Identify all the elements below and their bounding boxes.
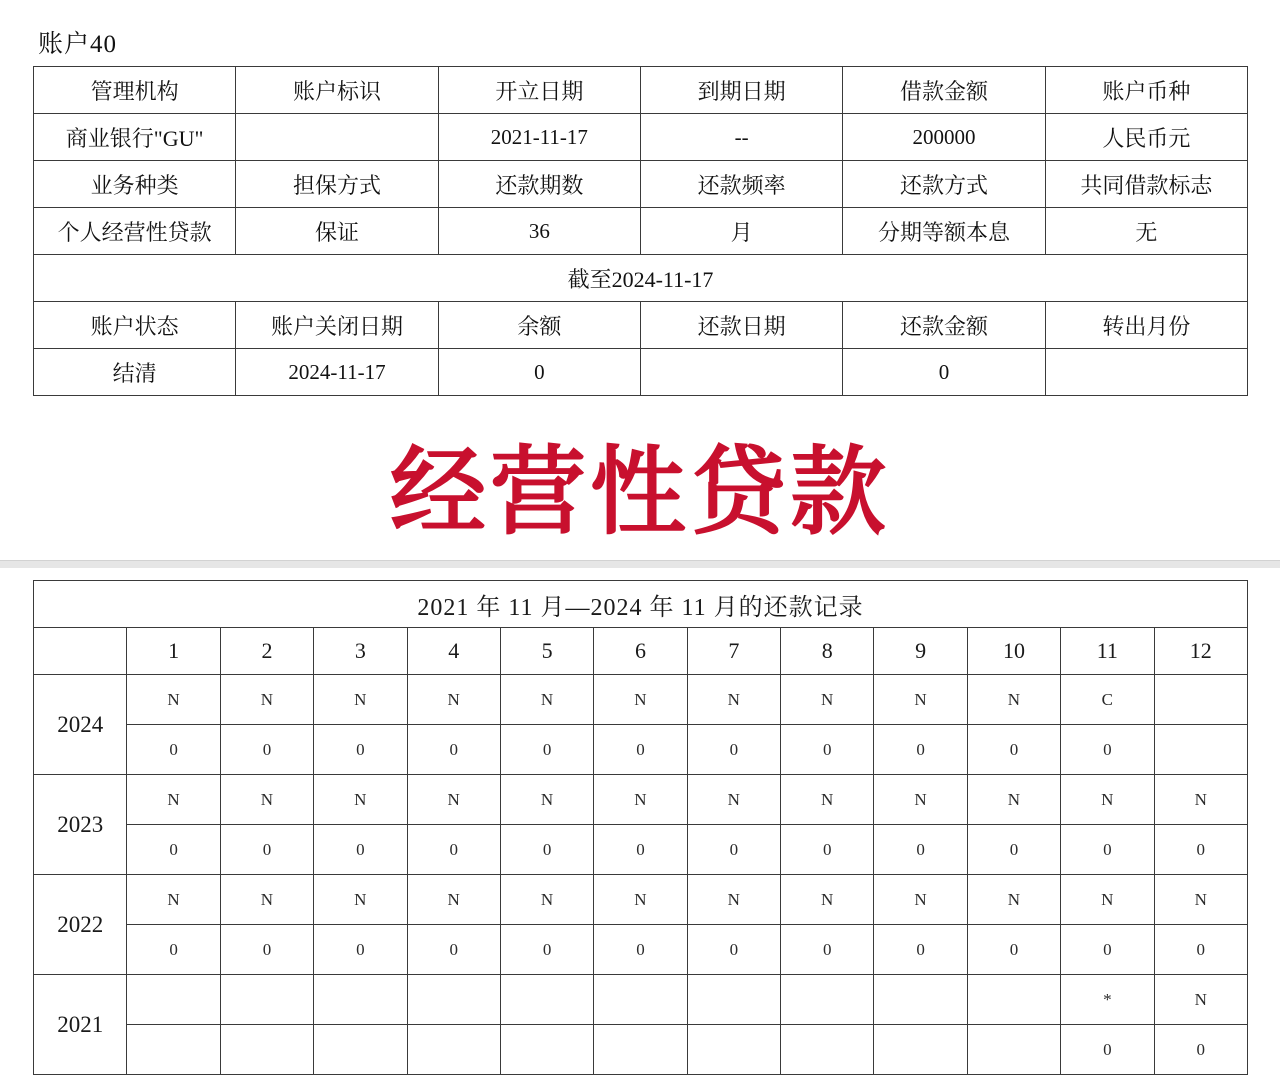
month-header-10: 10	[967, 628, 1060, 675]
amount-cell: 0	[1061, 825, 1154, 875]
month-header-3: 3	[314, 628, 407, 675]
table-row	[34, 208, 1248, 255]
table-row	[34, 725, 1248, 775]
status-cell: *	[1061, 975, 1154, 1025]
amount-cell: 0	[314, 825, 407, 875]
amount-cell: 0	[314, 725, 407, 775]
amount-cell	[967, 1025, 1060, 1075]
amount-cell: 0	[220, 725, 313, 775]
amount-cell: 0	[874, 725, 967, 775]
amount-cell	[314, 1025, 407, 1075]
status-cell	[314, 975, 407, 1025]
value-close-date: 2024-11-17	[236, 349, 438, 396]
status-cell: N	[407, 775, 500, 825]
amount-cell: 0	[1061, 925, 1154, 975]
amount-cell: 0	[127, 725, 220, 775]
col-header-joint-borrower-flag: 共同借款标志	[1045, 161, 1247, 208]
amount-cell: 0	[967, 725, 1060, 775]
value-joint-borrower-flag: 无	[1045, 208, 1247, 255]
table-row	[34, 975, 1248, 1025]
status-cell: N	[220, 775, 313, 825]
status-cell: N	[1061, 875, 1154, 925]
status-cell	[967, 975, 1060, 1025]
status-cell	[781, 975, 874, 1025]
col-header-repay-date: 还款日期	[640, 302, 842, 349]
status-cell: N	[594, 775, 687, 825]
table-row	[34, 581, 1248, 628]
amount-cell: 0	[220, 925, 313, 975]
year-label-2024: 2024	[34, 675, 127, 775]
month-header-8: 8	[781, 628, 874, 675]
col-header-guarantee-type: 担保方式	[236, 161, 438, 208]
table-row	[34, 114, 1248, 161]
table-row	[34, 925, 1248, 975]
amount-cell: 0	[594, 925, 687, 975]
month-header-11: 11	[1061, 628, 1154, 675]
value-guarantee-type: 保证	[236, 208, 438, 255]
amount-cell: 0	[127, 925, 220, 975]
amount-cell	[407, 1025, 500, 1075]
col-header-repay-amount: 还款金额	[843, 302, 1045, 349]
table-row	[34, 161, 1248, 208]
amount-cell: 0	[967, 825, 1060, 875]
value-repay-date	[640, 349, 842, 396]
status-cell: N	[1154, 975, 1248, 1025]
col-header-account-status: 账户状态	[34, 302, 236, 349]
status-cell: N	[407, 675, 500, 725]
col-header-loan-amount: 借款金额	[843, 67, 1045, 114]
status-cell: N	[1154, 875, 1248, 925]
status-cell: N	[500, 775, 593, 825]
value-account-status: 结清	[34, 349, 236, 396]
table-row	[34, 825, 1248, 875]
col-header-close-date: 账户关闭日期	[236, 302, 438, 349]
amount-cell: 0	[1154, 825, 1248, 875]
table-row	[34, 775, 1248, 825]
col-header-transfer-month: 转出月份	[1045, 302, 1247, 349]
status-cell: N	[967, 775, 1060, 825]
month-header-7: 7	[687, 628, 780, 675]
status-cell: N	[874, 675, 967, 725]
amount-cell: 0	[687, 725, 780, 775]
status-cell: N	[127, 675, 220, 725]
col-header-balance: 余额	[438, 302, 640, 349]
status-cell: N	[687, 775, 780, 825]
repayment-corner-cell	[34, 628, 127, 675]
table-row	[34, 349, 1248, 396]
status-cell	[1154, 675, 1248, 725]
year-label-2021: 2021	[34, 975, 127, 1075]
value-due-date: --	[640, 114, 842, 161]
year-label-2022: 2022	[34, 875, 127, 975]
value-loan-amount: 200000	[843, 114, 1045, 161]
status-cell: N	[314, 875, 407, 925]
status-cell: N	[874, 875, 967, 925]
status-cell: N	[500, 675, 593, 725]
month-header-9: 9	[874, 628, 967, 675]
amount-cell: 0	[127, 825, 220, 875]
col-header-management-org: 管理机构	[34, 67, 236, 114]
amount-cell: 0	[874, 825, 967, 875]
account-detail-table	[33, 66, 1248, 396]
value-management-org: 商业银行"GU"	[34, 114, 236, 161]
amount-cell: 0	[500, 825, 593, 875]
status-cell: C	[1061, 675, 1154, 725]
amount-cell	[594, 1025, 687, 1075]
value-account-id	[236, 114, 438, 161]
repayment-record-section	[0, 568, 1280, 1085]
value-balance: 0	[438, 349, 640, 396]
amount-cell: 0	[967, 925, 1060, 975]
amount-cell: 0	[781, 725, 874, 775]
amount-cell: 0	[500, 725, 593, 775]
amount-cell: 0	[687, 825, 780, 875]
table-row	[34, 628, 1248, 675]
value-currency: 人民币元	[1045, 114, 1247, 161]
table-row	[34, 1025, 1248, 1075]
status-cell: N	[781, 675, 874, 725]
col-header-term-count: 还款期数	[438, 161, 640, 208]
value-term-count: 36	[438, 208, 640, 255]
status-cell	[407, 975, 500, 1025]
value-repay-amount: 0	[843, 349, 1045, 396]
amount-cell: 0	[594, 825, 687, 875]
as-of-date-label: 截至2024-11-17	[34, 255, 1248, 302]
amount-cell	[687, 1025, 780, 1075]
watermark-text: 经营性贷款	[390, 436, 890, 548]
status-cell: N	[127, 875, 220, 925]
status-cell: N	[127, 775, 220, 825]
status-cell: N	[407, 875, 500, 925]
amount-cell	[781, 1025, 874, 1075]
status-cell	[594, 975, 687, 1025]
col-header-currency: 账户币种	[1045, 67, 1247, 114]
col-header-repay-frequency: 还款频率	[640, 161, 842, 208]
amount-cell: 0	[220, 825, 313, 875]
status-cell	[687, 975, 780, 1025]
value-repay-method: 分期等额本息	[843, 208, 1045, 255]
amount-cell: 0	[781, 825, 874, 875]
status-cell: N	[967, 675, 1060, 725]
amount-cell: 0	[314, 925, 407, 975]
month-header-1: 1	[127, 628, 220, 675]
account-title: 账户40	[38, 31, 118, 58]
value-open-date: 2021-11-17	[438, 114, 640, 161]
amount-cell	[874, 1025, 967, 1075]
col-header-account-id: 账户标识	[236, 67, 438, 114]
status-cell: N	[1154, 775, 1248, 825]
amount-cell	[1154, 725, 1248, 775]
col-header-due-date: 到期日期	[640, 67, 842, 114]
amount-cell	[500, 1025, 593, 1075]
month-header-4: 4	[407, 628, 500, 675]
amount-cell: 0	[407, 725, 500, 775]
month-header-12: 12	[1154, 628, 1248, 675]
table-row	[34, 67, 1248, 114]
status-cell: N	[314, 675, 407, 725]
col-header-open-date: 开立日期	[438, 67, 640, 114]
amount-cell	[220, 1025, 313, 1075]
status-cell: N	[594, 875, 687, 925]
table-row	[34, 302, 1248, 349]
value-transfer-month	[1045, 349, 1247, 396]
year-label-2023: 2023	[34, 775, 127, 875]
month-header-2: 2	[220, 628, 313, 675]
status-cell: N	[594, 675, 687, 725]
amount-cell	[127, 1025, 220, 1075]
amount-cell: 0	[1154, 925, 1248, 975]
status-cell: N	[687, 875, 780, 925]
repayment-title: 2021 年 11 月—2024 年 11 月的还款记录	[34, 581, 1248, 628]
status-cell	[874, 975, 967, 1025]
status-cell	[127, 975, 220, 1025]
amount-cell: 0	[687, 925, 780, 975]
status-cell: N	[1061, 775, 1154, 825]
amount-cell: 0	[594, 725, 687, 775]
status-cell: N	[781, 775, 874, 825]
amount-cell: 0	[407, 825, 500, 875]
status-cell: N	[874, 775, 967, 825]
month-header-6: 6	[594, 628, 687, 675]
table-row	[34, 675, 1248, 725]
col-header-business-type: 业务种类	[34, 161, 236, 208]
month-header-5: 5	[500, 628, 593, 675]
value-business-type: 个人经营性贷款	[34, 208, 236, 255]
status-cell: N	[314, 775, 407, 825]
table-row	[34, 875, 1248, 925]
table-row	[34, 255, 1248, 302]
amount-cell: 0	[1061, 1025, 1154, 1075]
status-cell	[500, 975, 593, 1025]
status-cell: N	[967, 875, 1060, 925]
status-cell: N	[220, 875, 313, 925]
amount-cell: 0	[781, 925, 874, 975]
repayment-record-table	[33, 580, 1248, 1075]
status-cell: N	[220, 675, 313, 725]
amount-cell: 0	[407, 925, 500, 975]
status-cell: N	[687, 675, 780, 725]
amount-cell: 0	[874, 925, 967, 975]
status-cell	[220, 975, 313, 1025]
amount-cell: 0	[1154, 1025, 1248, 1075]
status-cell: N	[781, 875, 874, 925]
amount-cell: 0	[1061, 725, 1154, 775]
col-header-repay-method: 还款方式	[843, 161, 1045, 208]
value-repay-frequency: 月	[640, 208, 842, 255]
status-cell: N	[500, 875, 593, 925]
amount-cell: 0	[500, 925, 593, 975]
